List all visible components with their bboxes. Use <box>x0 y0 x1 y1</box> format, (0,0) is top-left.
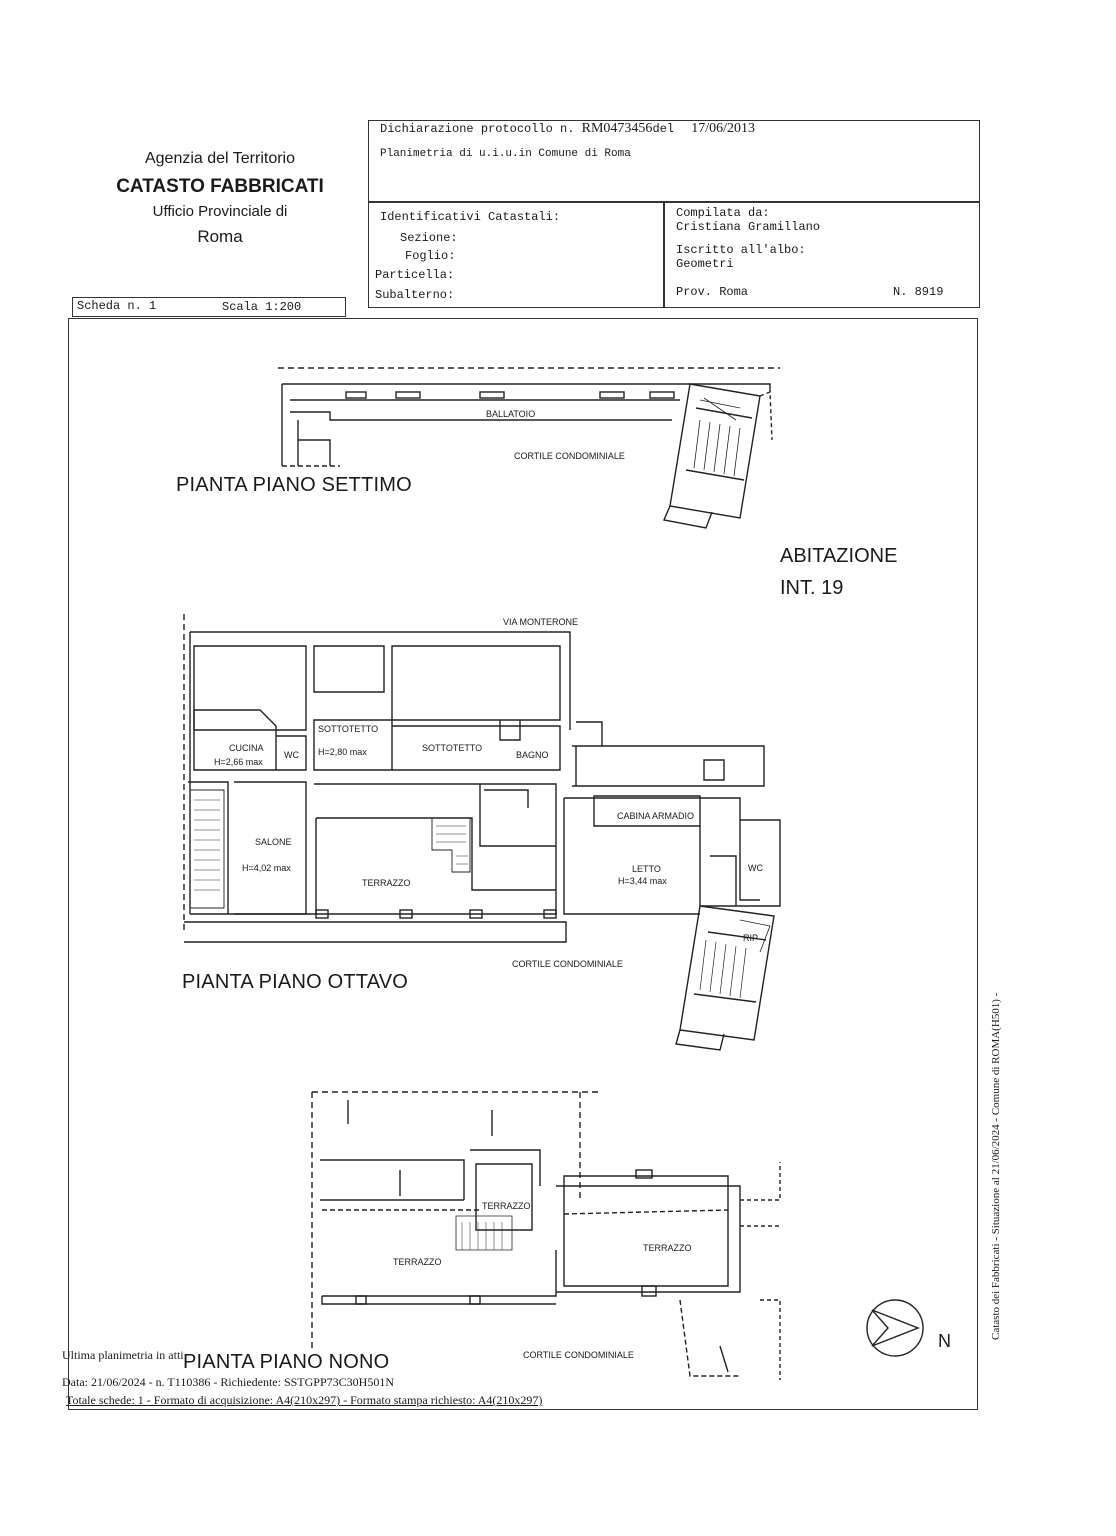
cabina-label: CABINA ARMADIO <box>617 811 695 821</box>
agency-name: Agenzia del Territorio <box>144 150 295 167</box>
footer-last-plan: Ultima planimetria in atti <box>62 1348 184 1362</box>
compilata-name: Cristiana Gramillano <box>676 220 821 234</box>
cortile-ottavo-label: CORTILE CONDOMINIALE <box>512 959 623 969</box>
protocol-del: del <box>652 122 675 136</box>
ufficio-line: Ufficio Provinciale di <box>152 203 288 220</box>
cucina-label: CUCINA <box>229 743 264 753</box>
letto-height: H=3,44 max <box>618 876 667 886</box>
footer-data: Data: 21/06/2024 - n. T110386 - Richiedente: SSTGPP73C30H501N <box>62 1375 394 1389</box>
terrazzo-ottavo-label: TERRAZZO <box>362 878 411 888</box>
subalterno-label: Subalterno: <box>375 288 455 302</box>
plan-title-settimo: PIANTA PIANO SETTIMO <box>176 474 412 496</box>
scala-label: Scala 1:200 <box>222 300 302 314</box>
cortile-settimo-label: CORTILE CONDOMINIALE <box>514 451 625 461</box>
protocol-date: 17/06/2013 <box>691 121 756 136</box>
compilata-label: Compilata da: <box>676 206 770 220</box>
wc1-label: WC <box>284 750 299 760</box>
salone-height: H=4,02 max <box>242 863 291 873</box>
plan-title-ottavo: PIANTA PIANO OTTAVO <box>182 971 409 993</box>
cucina-height: H=2,66 max <box>214 757 263 767</box>
cortile-nono-label: CORTILE CONDOMINIALE <box>523 1350 634 1360</box>
catasto-title: CATASTO FABBRICATI <box>116 176 324 197</box>
particella-label: Particella: <box>375 268 455 282</box>
footer-totale: Totale schede: 1 - Formato di acquisizione: A4(210x297) - Formato stampa richiesto: A4(210x297) <box>66 1393 543 1407</box>
wc2-label: WC <box>748 863 763 873</box>
sottotetto1-height: H=2,80 max <box>318 747 367 757</box>
iscritto-label: Iscritto all'albo: <box>676 243 806 257</box>
identificativi-title: Identificativi Catastali: <box>380 210 561 224</box>
plan-title-nono: PIANTA PIANO NONO <box>183 1351 390 1373</box>
bagno-label: BAGNO <box>516 750 549 760</box>
prov-label: Prov. Roma <box>676 285 749 299</box>
protocol-label: Dichiarazione protocollo n. <box>380 122 575 136</box>
abitazione-label: ABITAZIONE <box>780 545 898 567</box>
terrazzo-nono-3-label: TERRAZZO <box>393 1257 442 1267</box>
foglio-label: Foglio: <box>405 249 456 263</box>
albo-value: Geometri <box>676 257 734 271</box>
via-label: VIA MONTERONE <box>503 617 579 627</box>
side-note: Catasto dei Fabbricati - Situazione al 21/06/2024 - Comune di ROMA(H501) - <box>990 992 1002 1340</box>
sottotetto1-label: SOTTOTETTO <box>318 724 379 734</box>
terrazzo-nono-2-label: TERRAZZO <box>643 1243 692 1253</box>
ballatoio-label: BALLATOIO <box>486 409 536 419</box>
north-arrow-icon <box>867 1300 923 1356</box>
terrazzo-nono-1-label: TERRAZZO <box>482 1201 531 1211</box>
interno-label: INT. 19 <box>780 577 844 599</box>
north-label: N <box>938 1331 951 1351</box>
letto-label: LETTO <box>632 864 661 874</box>
sottotetto2-label: SOTTOTETTO <box>422 743 483 753</box>
ufficio-city: Roma <box>197 227 243 246</box>
albo-number: N. 8919 <box>893 285 944 299</box>
scheda-label: Scheda n. 1 <box>77 299 157 313</box>
planimetria-line: Planimetria di u.i.u.in Comune di Roma <box>380 148 631 160</box>
protocol-number: RM0473456 <box>581 121 653 136</box>
rip-label: RIP <box>743 933 759 943</box>
salone-label: SALONE <box>255 837 292 847</box>
sezione-label: Sezione: <box>400 231 458 245</box>
